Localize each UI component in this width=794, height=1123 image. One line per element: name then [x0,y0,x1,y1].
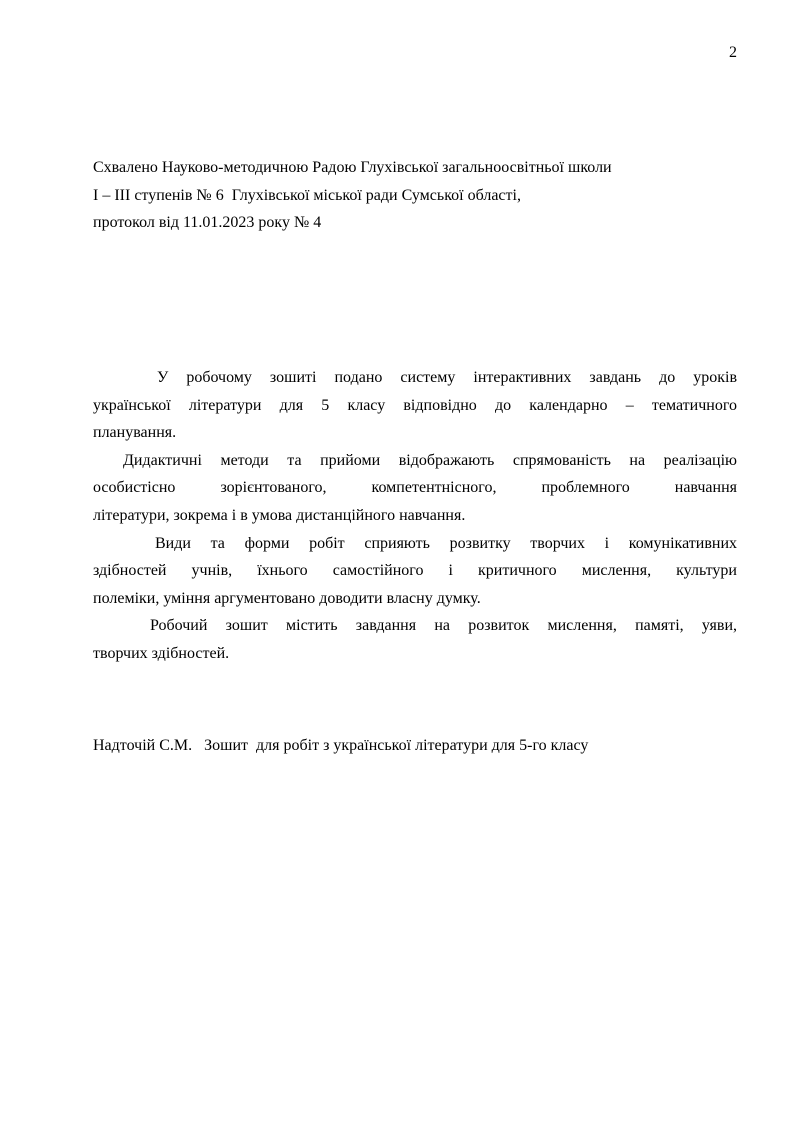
body-paragraph [93,447,737,530]
paragraph-line: полеміки, уміння аргументовано доводити власну думку. [93,589,481,607]
approval-line: І – ІІІ ступенів № 6 Глухівської міської ради Сумської області, [93,186,521,204]
bibliographic-citation: Надточій С.М. Зошит для робіт з української літератури для 5-го класу [93,737,589,754]
annotation-text-block [93,364,737,668]
paragraph-line: Дидактичні методи та прийоми відображають спрямованість на реалізацію [123,451,737,469]
approval-line: Схвалено Науково-методичною Радою Глухівської загальноосвітньої школи [93,159,612,176]
page-number: 2 [729,44,737,61]
paragraph-line: У робочому зошиті подано систему інтерактивних завдань до уроків [157,369,737,386]
body-paragraph [93,364,737,447]
body-paragraph [93,612,737,667]
paragraph-line: літератури, зокрема і в умова дистанційного навчання. [93,506,466,524]
paragraph-line: творчих здібностей. [93,644,230,662]
paragraph-line: здібностей учнів, їхнього самостійного і критичного мислення, культури [93,562,737,580]
paragraph-line: особистісно зорієнтованого, компетентнісного, проблемного навчання [93,479,737,497]
approval-line: протокол від 11.01.2023 року № 4 [93,214,322,232]
body-paragraph [93,530,737,613]
paragraph-line: планування. [93,424,177,442]
paragraph-line: Робочий зошит містить завдання на розвиток мислення, памяті, уяви, [150,617,737,635]
approval-block [93,154,737,237]
paragraph-line: української літератури для 5 класу відповідно до календарно – тематичного [93,396,737,414]
paragraph-line: Види та форми робіт сприяють розвитку творчих і комунікативних [155,534,737,552]
